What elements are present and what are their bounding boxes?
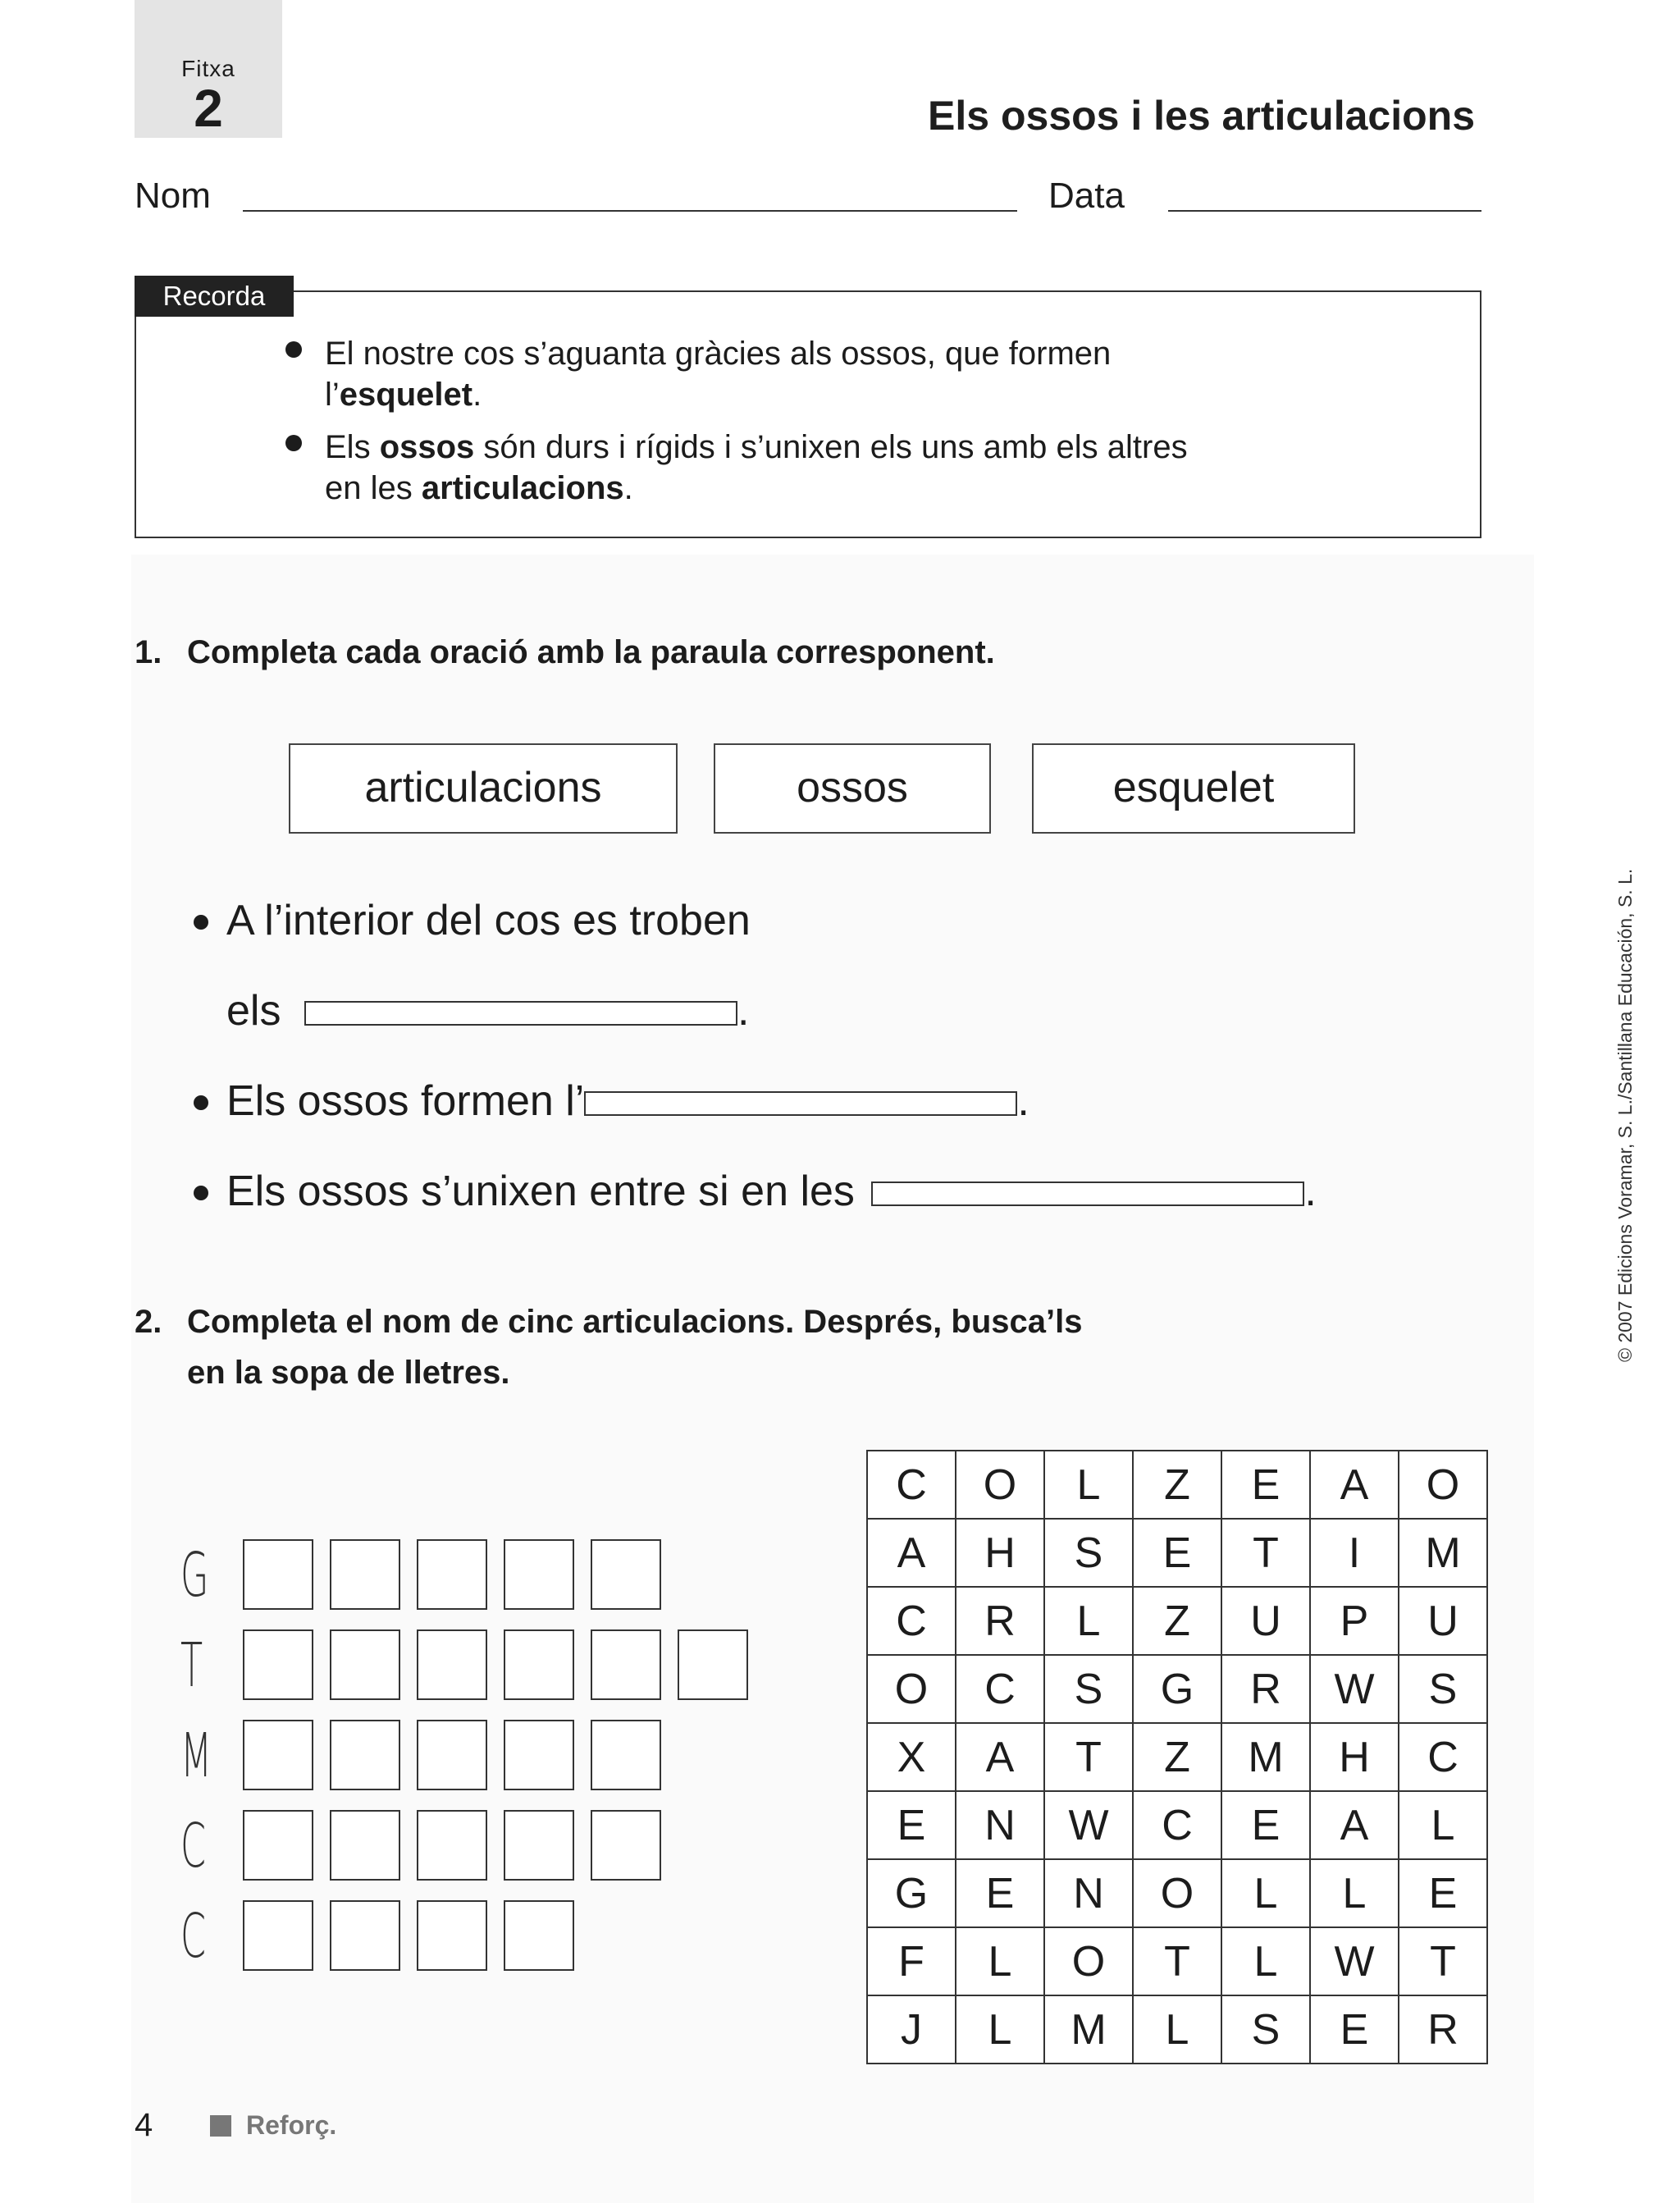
word-search-cell[interactable]: Z — [1133, 1587, 1221, 1655]
word-search-cell[interactable]: C — [867, 1587, 956, 1655]
sentence-3: Els ossos s’unixen entre si en les . — [226, 1167, 1317, 1216]
answer-blank-2[interactable] — [584, 1091, 1017, 1116]
recorda-bullet-2-line-2: en les articulacions. — [325, 470, 633, 506]
word-search-cell[interactable]: X — [867, 1723, 956, 1791]
word-search-grid — [866, 1450, 1488, 2064]
word-search-cell[interactable]: C — [956, 1655, 1044, 1723]
word-search-cell[interactable]: C — [1133, 1791, 1221, 1859]
word-search-cell[interactable]: N — [1044, 1859, 1133, 1927]
worksheet-tab — [135, 0, 282, 138]
word-search-row — [867, 1519, 1487, 1587]
tab-number: 2 — [194, 79, 223, 138]
sentence-3-text: Els ossos s’unixen entre si en les — [226, 1168, 855, 1215]
sentence-1 — [226, 896, 751, 945]
answer-blank-3[interactable] — [871, 1181, 1304, 1206]
bullet-dot — [285, 341, 302, 358]
word-search-row — [867, 1995, 1487, 2064]
initial-letter-4: C — [180, 1811, 207, 1881]
word-search-cell[interactable]: O — [956, 1451, 1044, 1519]
initial-letter-2: T — [180, 1630, 203, 1701]
sentence-1-line-1: A l’interior del cos es troben — [226, 897, 751, 944]
letter-box[interactable] — [504, 1900, 574, 1971]
word-search-cell[interactable]: L — [1044, 1587, 1133, 1655]
word-search-cell[interactable]: L — [956, 1927, 1044, 1995]
word-search-cell[interactable]: C — [867, 1451, 956, 1519]
letter-box[interactable] — [417, 1900, 487, 1971]
letter-box[interactable] — [330, 1539, 400, 1610]
word-box-esquelet: esquelet — [1032, 743, 1355, 834]
word-search-cell[interactable]: W — [1044, 1791, 1133, 1859]
recorda-bullet-1 — [325, 333, 1391, 415]
letter-box[interactable] — [591, 1810, 661, 1881]
letter-box[interactable] — [504, 1810, 574, 1881]
word-search-cell[interactable]: L — [956, 1995, 1044, 2064]
word-search-cell[interactable]: L — [1310, 1859, 1399, 1927]
word-search-cell[interactable]: T — [1133, 1927, 1221, 1995]
word-search-cell[interactable]: T — [1399, 1927, 1487, 1995]
word-search-row — [867, 1791, 1487, 1859]
word-search-cell[interactable]: A — [956, 1723, 1044, 1791]
date-field-line[interactable] — [1168, 210, 1481, 212]
sentence-2: Els ossos formen l’ . — [226, 1076, 1029, 1126]
word-search-cell[interactable]: P — [1310, 1587, 1399, 1655]
question-1-number: 1. — [135, 634, 162, 670]
question-2 — [135, 1296, 1083, 1398]
word-search-cell[interactable]: O — [1044, 1927, 1133, 1995]
letter-box[interactable] — [243, 1810, 313, 1881]
word-search-row — [867, 1451, 1487, 1519]
letter-box[interactable] — [504, 1629, 574, 1700]
word-search-cell[interactable]: A — [1310, 1451, 1399, 1519]
word-search-cell[interactable]: E — [1221, 1791, 1310, 1859]
name-label: Nom — [135, 176, 211, 216]
letter-box[interactable] — [330, 1720, 400, 1790]
question-2-line-2: en la sopa de lletres. — [187, 1355, 510, 1391]
word-search-cell[interactable]: E — [1310, 1995, 1399, 2064]
letter-box[interactable] — [591, 1629, 661, 1700]
word-search-cell[interactable]: T — [1221, 1519, 1310, 1587]
letter-box[interactable] — [243, 1900, 313, 1971]
sentence-1-continued: els . — [226, 987, 750, 1035]
word-search-cell[interactable]: E — [1221, 1451, 1310, 1519]
name-field-line[interactable] — [243, 210, 1017, 212]
question-1 — [135, 627, 995, 678]
word-box-ossos: ossos — [714, 743, 991, 834]
word-search-cell[interactable]: R — [1399, 1995, 1487, 2064]
question-1-text: Completa cada oració amb la paraula corresponent. — [187, 634, 995, 670]
word-box-articulacions: articulacions — [289, 743, 678, 834]
bullet-dot — [194, 915, 208, 930]
word-search-cell[interactable]: E — [1399, 1859, 1487, 1927]
sentence-2-text: Els ossos formen l’ — [226, 1077, 585, 1125]
copyright-notice: © 2007 Edicions Voramar, S. L./Santillana Educación, S. L. — [1614, 868, 1636, 1362]
initial-letter-1: G — [180, 1540, 209, 1611]
word-search-cell[interactable]: Z — [1133, 1723, 1221, 1791]
word-search-cell[interactable]: O — [1133, 1859, 1221, 1927]
word-search-cell[interactable]: Z — [1133, 1451, 1221, 1519]
word-search-cell[interactable]: O — [867, 1655, 956, 1723]
footer-square-icon — [210, 2115, 231, 2137]
letter-box[interactable] — [330, 1629, 400, 1700]
sentence-1-line-2: els — [226, 987, 281, 1035]
recorda-bullet-1-line-1: El nostre cos s’aguanta gràcies als ossos, que formen — [325, 336, 1112, 372]
word-search-cell[interactable]: E — [867, 1791, 956, 1859]
word-search-cell[interactable]: W — [1310, 1927, 1399, 1995]
word-search-cell[interactable]: R — [956, 1587, 1044, 1655]
word-search-row — [867, 1587, 1487, 1655]
word-search-cell[interactable]: F — [867, 1927, 956, 1995]
word-search-cell[interactable]: N — [956, 1791, 1044, 1859]
answer-blank-1[interactable] — [304, 1001, 737, 1026]
bullet-dot — [194, 1186, 208, 1200]
word-search-cell[interactable]: U — [1221, 1587, 1310, 1655]
word-search-row — [867, 1927, 1487, 1995]
word-search-cell[interactable]: S — [1399, 1655, 1487, 1723]
letter-box[interactable] — [330, 1900, 400, 1971]
tab-label: Fitxa — [181, 56, 235, 81]
word-search-cell[interactable]: T — [1044, 1723, 1133, 1791]
letter-box[interactable] — [417, 1720, 487, 1790]
word-search-cell[interactable]: I — [1310, 1519, 1399, 1587]
page-number: 4 — [135, 2107, 153, 2143]
word-search-cell[interactable]: S — [1044, 1655, 1133, 1723]
letter-box[interactable] — [417, 1629, 487, 1700]
letter-box[interactable] — [417, 1810, 487, 1881]
word-search-cell[interactable]: O — [1399, 1451, 1487, 1519]
word-search-cell[interactable]: S — [1044, 1519, 1133, 1587]
word-search-row — [867, 1723, 1487, 1791]
letter-box[interactable] — [243, 1629, 313, 1700]
letter-box[interactable] — [417, 1539, 487, 1610]
letter-box[interactable] — [591, 1720, 661, 1790]
word-search-cell[interactable]: A — [867, 1519, 956, 1587]
letter-box[interactable] — [504, 1720, 574, 1790]
question-2-number: 2. — [135, 1304, 162, 1340]
letter-box[interactable] — [243, 1720, 313, 1790]
letter-box[interactable] — [330, 1810, 400, 1881]
recorda-bullet-1-line-2: l’esquelet. — [325, 377, 482, 413]
word-search-cell[interactable]: G — [867, 1859, 956, 1927]
word-search-row — [867, 1859, 1487, 1927]
question-2-line-1: Completa el nom de cinc articulacions. Després, busca’ls — [187, 1304, 1083, 1340]
word-search-cell[interactable]: J — [867, 1995, 956, 2064]
word-search-row — [867, 1655, 1487, 1723]
bullet-dot — [285, 435, 302, 451]
letter-box[interactable] — [504, 1539, 574, 1610]
recorda-bullet-2-line-1: Els ossos són durs i rígids i s’unixen els uns amb els altres — [325, 429, 1188, 465]
footer-label: Reforç. — [246, 2110, 337, 2140]
word-search-cell[interactable]: E — [956, 1859, 1044, 1927]
word-search-cell[interactable]: L — [1221, 1859, 1310, 1927]
page-title: Els ossos i les articulacions — [928, 93, 1475, 139]
word-search-cell[interactable]: E — [1133, 1519, 1221, 1587]
word-search-cell[interactable]: H — [956, 1519, 1044, 1587]
word-search-cell[interactable]: C — [1399, 1723, 1487, 1791]
initial-letter-3: M — [180, 1721, 212, 1791]
recorda-tag: Recorda — [135, 276, 294, 317]
word-search-cell[interactable]: L — [1044, 1451, 1133, 1519]
word-search-cell[interactable]: G — [1133, 1655, 1221, 1723]
initial-letter-5: C — [180, 1901, 207, 1972]
word-search-cell[interactable]: R — [1221, 1655, 1310, 1723]
date-label: Data — [1048, 176, 1125, 216]
letter-box[interactable] — [591, 1539, 661, 1610]
word-search-cell[interactable]: S — [1221, 1995, 1310, 2064]
word-search-cell[interactable]: U — [1399, 1587, 1487, 1655]
word-search-cell[interactable]: L — [1133, 1995, 1221, 2064]
word-search-cell[interactable]: L — [1399, 1791, 1487, 1859]
letter-box[interactable] — [678, 1629, 748, 1700]
word-search-cell[interactable]: M — [1221, 1723, 1310, 1791]
word-search-cell[interactable]: W — [1310, 1655, 1399, 1723]
word-search-cell[interactable]: M — [1044, 1995, 1133, 2064]
word-search-cell[interactable]: L — [1221, 1927, 1310, 1995]
recorda-bullet-2 — [325, 427, 1391, 509]
word-search-cell[interactable]: H — [1310, 1723, 1399, 1791]
word-search-cell[interactable]: M — [1399, 1519, 1487, 1587]
bullet-dot — [194, 1095, 208, 1110]
word-search-cell[interactable]: A — [1310, 1791, 1399, 1859]
letter-box[interactable] — [243, 1539, 313, 1610]
